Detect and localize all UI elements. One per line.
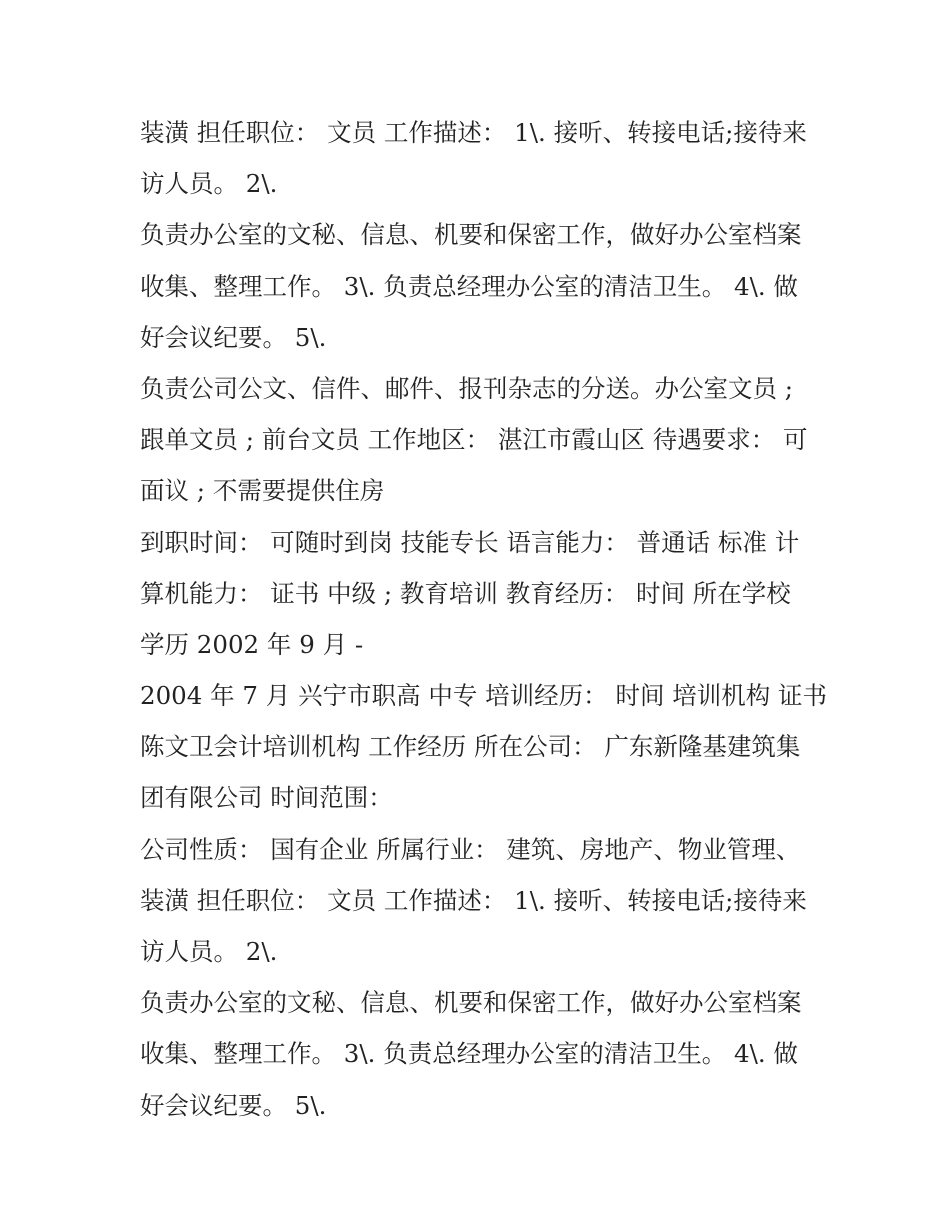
text-line: 跟单文员 ; 前台文员 工作地区： 湛江市霞山区 待遇要求： 可 [140,425,808,455]
text-line: 好会议纪要。 5\. [140,1090,327,1120]
text-line: 好会议纪要。 5\. [140,322,327,352]
document-body [140,107,830,1131]
text-line: 公司性质： 国有企业 所属行业： 建筑、房地产、物业管理、 [140,834,801,864]
text-line: 收集、整理工作。 3\. 负责总经理办公室的清洁卫生。 4\. 做 [140,271,798,301]
text-line: 负责办公室的文秘、信息、机要和保密工作，做好办公室档案 [140,988,802,1018]
text-line: 算机能力： 证书 中级 ; 教育培训 教育经历： 时间 所在学校 [140,578,791,608]
text-line: 陈文卫会计培训机构 工作经历 所在公司： 广东新隆基建筑集 [140,732,801,762]
text-line: 学历 2002 年 9 月 - [140,629,364,659]
text-line: 团有限公司 时间范围： [140,783,393,813]
text-line: 收集、整理工作。 3\. 负责总经理办公室的清洁卫生。 4\. 做 [140,1039,798,1069]
text-line: 2004 年 7 月 兴宁市职高 中专 培训经历： 时间 培训机构 证书 [140,681,828,711]
text-line: 装潢 担任职位： 文员 工作描述： 1\. 接听、转接电话;接待来 [140,118,807,147]
text-line: 访人员。 2\. [140,169,278,199]
text-line: 面议 ; 不需要提供住房 [140,476,385,506]
text-line: 负责办公室的文秘、信息、机要和保密工作，做好办公室档案 [140,220,802,250]
text-line: 负责公司公文、信件、邮件、报刊杂志的分送。办公室文员 ; [140,373,794,403]
text-line: 访人员。 2\. [140,937,278,966]
text-line: 到职时间： 可随时到岗 技能专长 语言能力： 普通话 标准 计 [140,527,800,557]
text-line: 装潢 担任职位： 文员 工作描述： 1\. 接听、转接电话;接待来 [140,885,807,915]
